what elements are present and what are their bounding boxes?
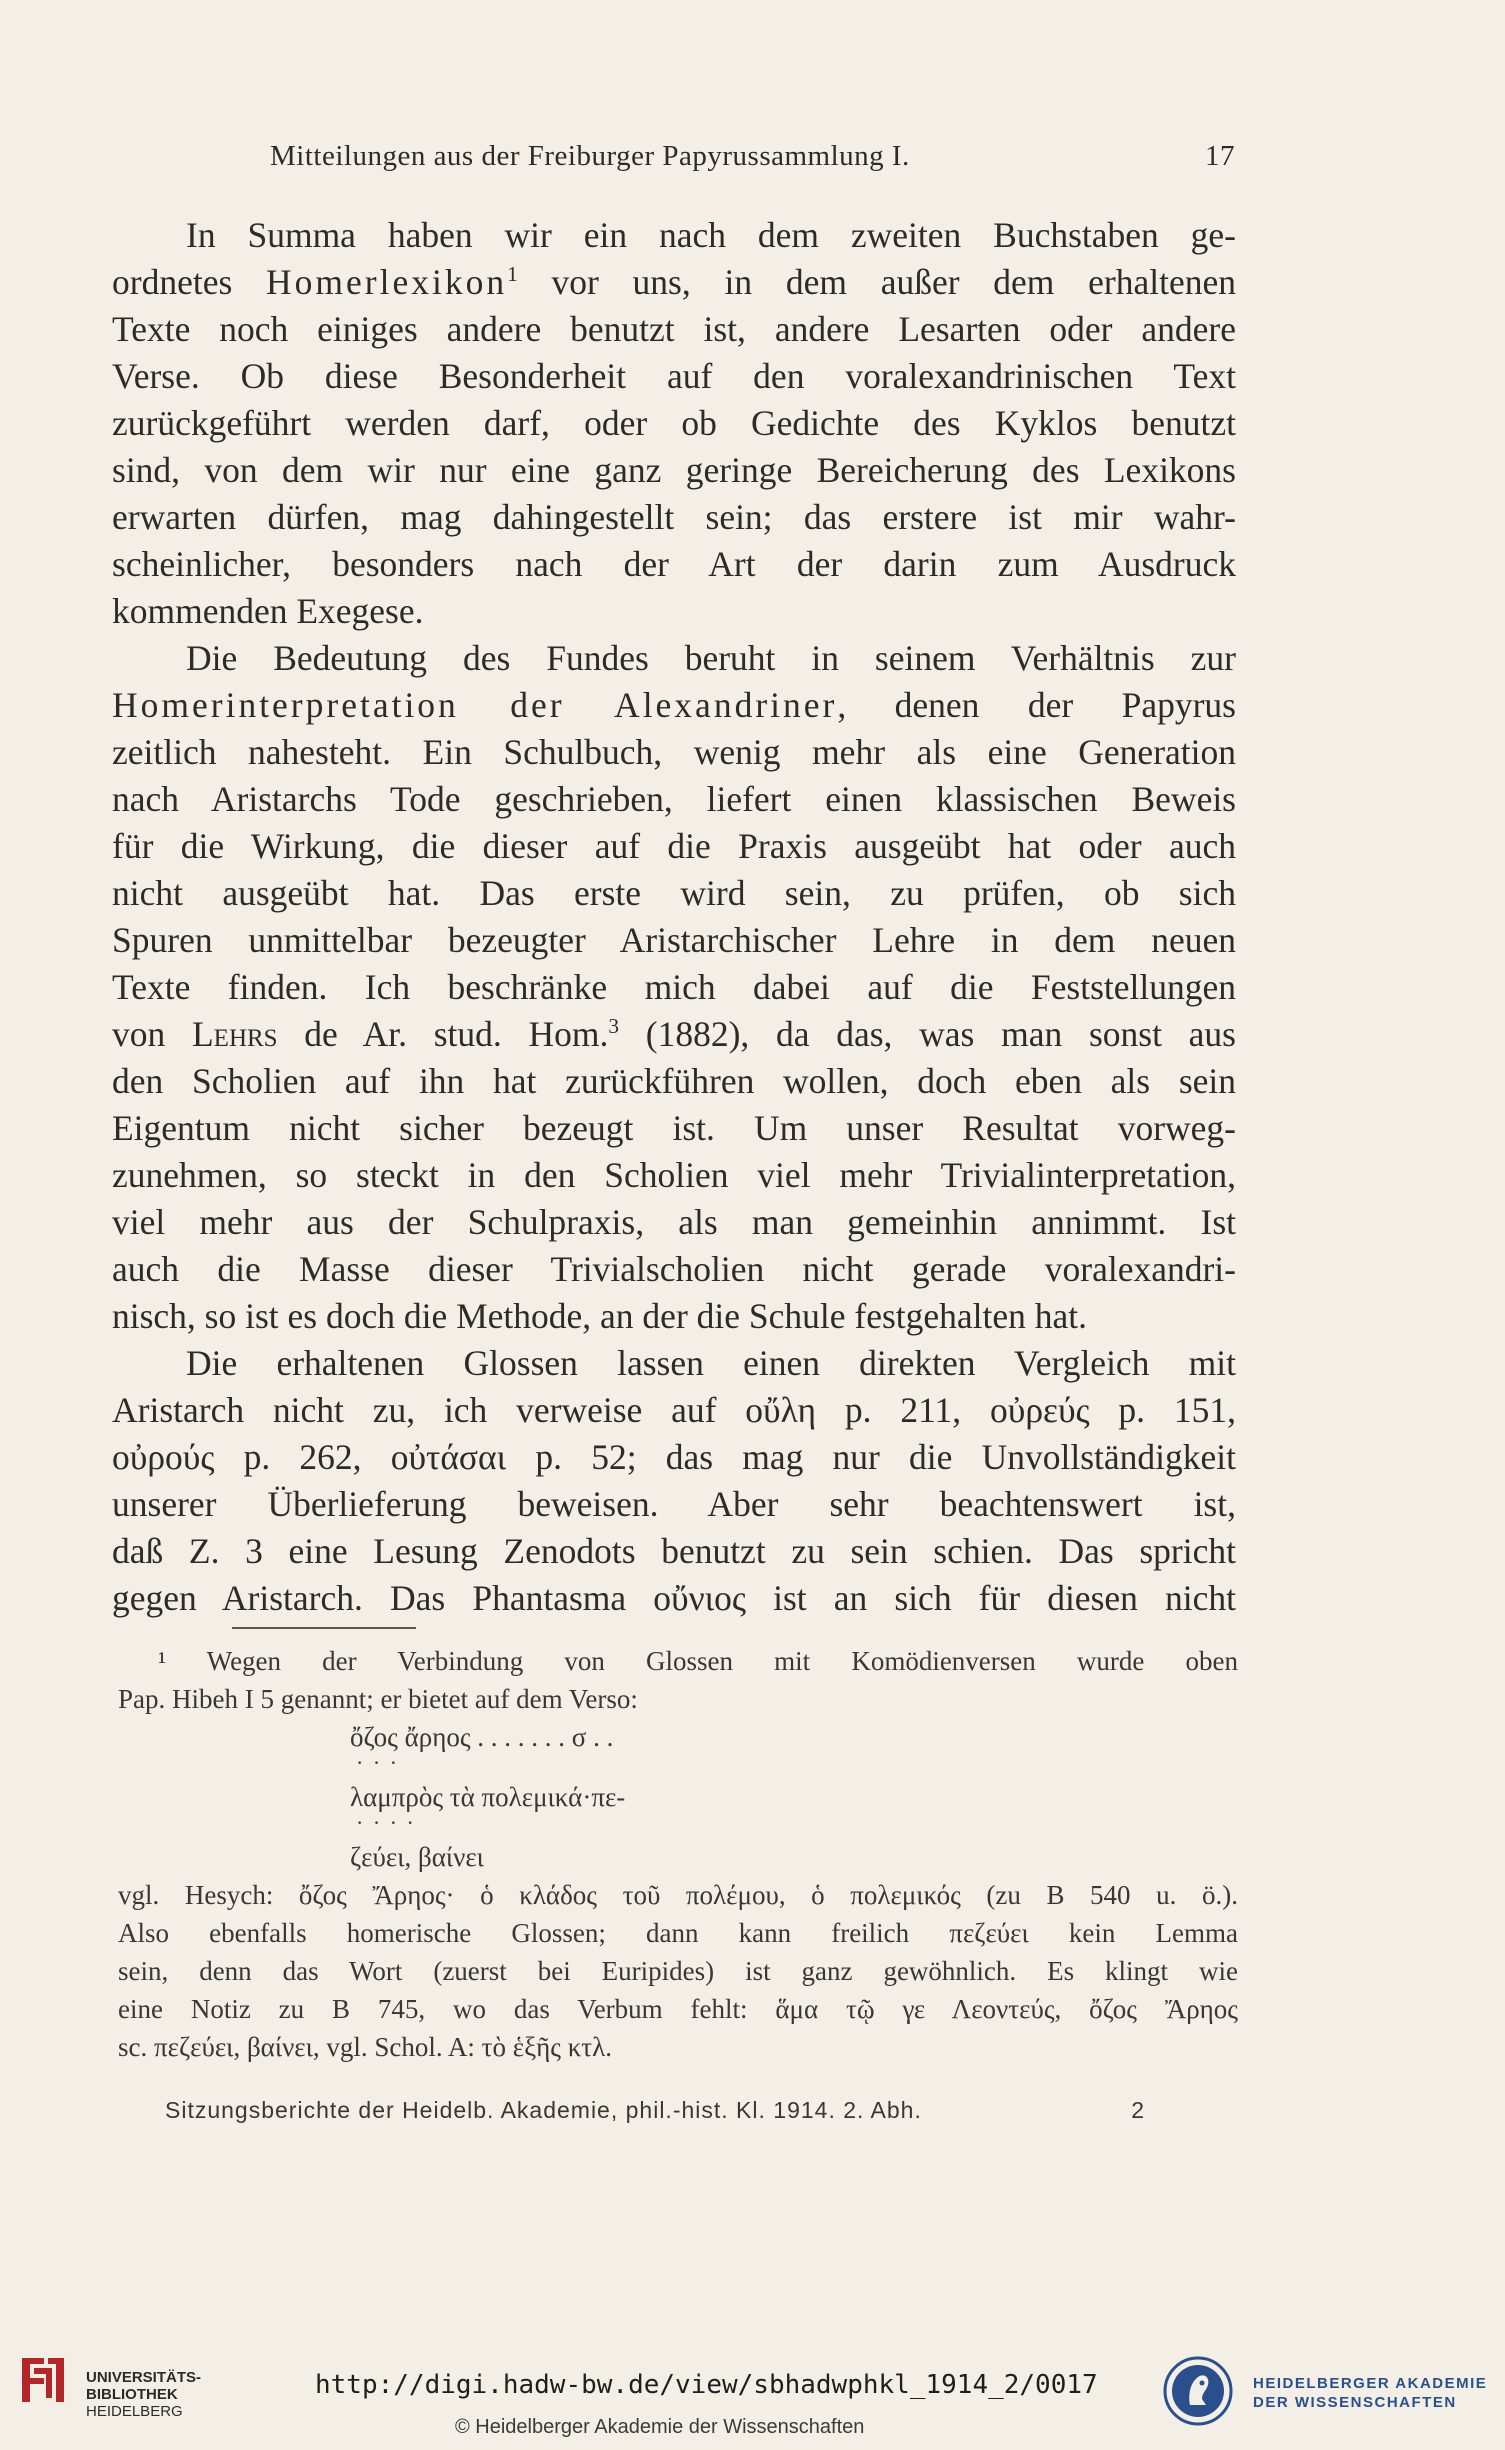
footnote-line: sein, denn das Wort (zuerst bei Euripides) ist ganz gewöhnlich. Es klingt wie [118, 1956, 1238, 1986]
text-line: In Summa haben wir ein nach dem zweiten Buchstaben ge- [186, 215, 1236, 255]
text-line: für die Wirkung, die dieser auf die Praxis ausgeübt hat oder auch [112, 826, 1236, 866]
text-line: unserer Überlieferung beweisen. Aber sehr beachtenswert ist, [112, 1484, 1236, 1524]
text-line: von Lehrs de Ar. stud. Hom.$^3$ (1882), da das, was man sonst aus [112, 1014, 1236, 1054]
text-line: Aristarch nicht zu, ich verweise auf οὔλη p. 211, οὐρεύς p. 151, [112, 1390, 1236, 1430]
footnote-ref: 1 [507, 262, 518, 287]
text-line: auch die Masse dieser Trivialscholien nicht gerade voralexandri- [112, 1249, 1236, 1289]
text-line: gegen Aristarch. Das Phantasma οὔνιος ist an sich für diesen nicht [112, 1578, 1236, 1618]
sheet-number: 2 [1131, 2097, 1145, 2123]
running-header [270, 140, 1235, 184]
text-line: Eigentum nicht sicher bezeugt ist. Um unser Resultat vorweg- [112, 1108, 1236, 1148]
footnote-ref: 3 [608, 1014, 620, 1039]
sublinear-dots: · · · [356, 1750, 399, 1775]
ub-line: HEIDELBERG [86, 2403, 183, 2420]
signature-text: Sitzungsberichte der Heidelb. Akademie, phil.-hist. Kl. 1914. 2. Abh. [165, 2097, 922, 2123]
text-line: Texte noch einiges andere benutzt ist, andere Lesarten oder andere [112, 309, 1236, 349]
text-line: nisch, so ist es doch die Methode, an der die Schule festgehalten hat. [112, 1296, 1088, 1336]
academy-line: DER WISSENSCHAFTEN [1253, 2394, 1457, 2411]
text-line: οὐρούς p. 262, οὐτάσαι p. 52; das mag nur die Unvollständigkeit [112, 1437, 1236, 1477]
academy-seal-logo [1162, 2355, 1234, 2427]
text-line: Die Bedeutung des Fundes beruht in seinem Verhältnis zur [186, 638, 1236, 678]
sublinear-dots: · · · · [356, 1810, 416, 1835]
text-line: zurückgeführt werden darf, oder ob Gedichte des Kyklos benutzt [112, 403, 1236, 443]
university-library-logo [14, 2350, 74, 2410]
text-line: viel mehr aus der Schulpraxis, als man gemeinhin annimmt. Ist [112, 1202, 1236, 1242]
spaced-term: Homerlexikon [266, 262, 508, 302]
text-line: Texte finden. Ich beschränke mich dabei auf die Feststellungen [112, 967, 1236, 1007]
running-title: Mitteilungen aus der Freiburger Papyrussammlung I. [270, 140, 910, 172]
author-name: Lehrs [191, 1014, 278, 1054]
text-line: Verse. Ob diese Besonderheit auf den voralexandrinischen Text [112, 356, 1236, 396]
text-line: kommenden Exegese. [112, 591, 424, 631]
permalink-url[interactable]: http://digi.hadw-bw.de/view/sbhadwphkl_1914_2/0017 [315, 2370, 1098, 2400]
footnote-line: ¹ Wegen der Verbindung von Glossen mit Komödienversen wurde oben [158, 1646, 1238, 1676]
academy-name [1253, 2374, 1487, 2412]
footnote-line: Pap. Hibeh I 5 genannt; er bietet auf dem Verso: [118, 1684, 638, 1714]
text-line: zunehmen, so steckt in den Scholien viel mehr Trivialinterpretation, [112, 1155, 1236, 1195]
text-line: nach Aristarchs Tode geschrieben, liefert einen klassischen Beweis [112, 779, 1236, 819]
text-line: zeitlich nahesteht. Ein Schulbuch, wenig mehr als eine Generation [112, 732, 1236, 772]
text-line: nicht ausgeübt hat. Das erste wird sein, zu prüfen, ob sich [112, 873, 1236, 913]
footnotes [118, 1642, 1238, 2066]
copyright-notice: © Heidelberger Akademie der Wissenschaften [455, 2416, 865, 2438]
text-line: Die erhaltenen Glossen lassen einen direkten Vergleich mit [186, 1343, 1236, 1383]
academy-line: HEIDELBERGER AKADEMIE [1253, 2375, 1488, 2392]
printer-signature [165, 2097, 1145, 2124]
text-line: ordnetes Homerlexikon$^1$ vor uns, in dem außer dem erhaltenen [112, 262, 1236, 302]
text-line: erwarten dürfen, mag dahingestellt sein; das erstere ist mir wahr- [112, 497, 1236, 537]
footnote-line: vgl. Hesych: ὄζος Ἄρηος· ὁ κλάδος τοῦ πολέμου, ὁ πολεμικός (zu B 540 u. ö.). [118, 1880, 1238, 1910]
papyrus-verse: ζεύει, βαίνει [350, 1842, 484, 1872]
text-line: daß Z. 3 eine Lesung Zenodots benutzt zu sein schien. Das spricht [112, 1531, 1236, 1571]
text-line: Homerinterpretation der Alexandriner, denen der Papyrus [112, 685, 1236, 725]
text-line: Spuren unmittelbar bezeugter Aristarchischer Lehre in dem neuen [112, 920, 1236, 960]
footnote-line: sc. πεζεύει, βαίνει, vgl. Schol. A: τὸ ἑξῆς κτλ. [118, 2032, 613, 2062]
papyrus-verse: ὄζος ἄρηος . . . . . . . σ . . [350, 1722, 614, 1752]
text-line: scheinlicher, besonders nach der Art der darin zum Ausdruck [112, 544, 1236, 584]
ub-line: UNIVERSITÄTS- [86, 2369, 202, 2386]
ub-line: BIBLIOTHEK [86, 2386, 178, 2403]
papyrus-verse: λαμπρὸς τὰ πολεμικά·πε- [350, 1782, 626, 1812]
footnote-line: eine Notiz zu B 745, wo das Verbum fehlt: ἅμα τῷ γε Λεοντεύς, ὄζος Ἄρηος [118, 1994, 1238, 2024]
spaced-term: Homerinterpretation der Alexandriner [112, 685, 838, 725]
footnote-rule [232, 1627, 416, 1629]
page-number: 17 [1205, 140, 1235, 172]
university-library-name [86, 2369, 201, 2420]
text-line: den Scholien auf ihn hat zurückführen wollen, doch eben als sein [112, 1061, 1236, 1101]
main-text [112, 212, 1236, 1622]
text-line: sind, von dem wir nur eine ganz geringe Bereicherung des Lexikons [112, 450, 1236, 490]
footnote-line: Also ebenfalls homerische Glossen; dann kann freilich πεζεύει kein Lemma [118, 1918, 1238, 1948]
